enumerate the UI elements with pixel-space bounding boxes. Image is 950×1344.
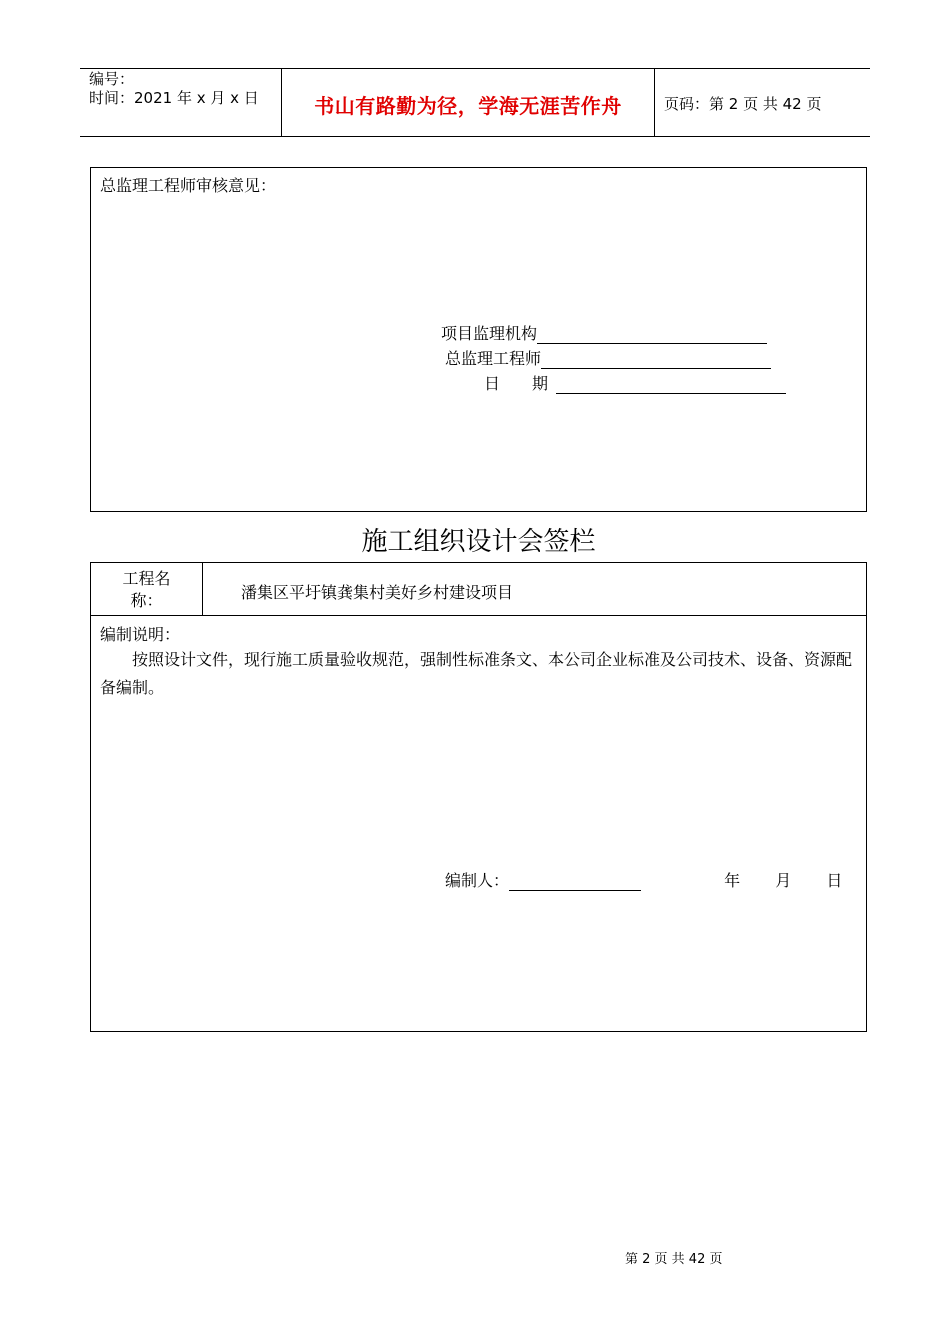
description-body: 按照设计文件，现行施工质量验收规范，强制性标准条文、本公司企业标准及公司技术、设备、资源配备编制。 — [100, 650, 853, 697]
form-title: 施工组织设计会签栏 — [361, 527, 596, 557]
day-label: 日 — [826, 871, 843, 890]
review-box — [90, 167, 867, 512]
header-motto: 书山有路勤为径，学海无涯苦作舟 — [314, 94, 622, 118]
engineer-label: 总监理工程师 — [445, 349, 542, 368]
header-page-info: 页码：第 2 页 共 42 页 — [664, 95, 822, 113]
review-title: 总监理工程师审核意见： — [100, 176, 277, 195]
description-box — [90, 615, 867, 1032]
header-top-border — [80, 68, 870, 69]
editor-row — [445, 868, 842, 891]
org-signature-line[interactable] — [537, 325, 767, 344]
header-bottom-border — [80, 136, 870, 137]
date-signature-line[interactable] — [556, 375, 786, 394]
date-label: 日 期 — [484, 374, 549, 393]
header-code-label: 编号： — [89, 70, 135, 88]
year-label: 年 — [724, 871, 741, 890]
org-label: 项目监理机构 — [441, 324, 538, 343]
editor-signature-line[interactable] — [509, 872, 641, 891]
project-row — [90, 562, 867, 616]
header-meta — [89, 70, 259, 108]
project-label: 工程名称： — [122, 569, 171, 610]
engineer-signature-line[interactable] — [541, 350, 771, 369]
description-title: 编制说明： — [100, 625, 181, 644]
signature-row-org — [441, 321, 767, 344]
signature-row-date — [484, 371, 786, 394]
header-divider-right — [654, 68, 655, 136]
signature-row-engineer — [445, 346, 771, 369]
editor-label: 编制人： — [445, 871, 510, 890]
header-time-label: 时间：2021 年 x 月 x 日 — [89, 89, 259, 107]
project-value: 潘集区平圩镇龚集村美好乡村建设项目 — [241, 583, 514, 602]
month-label: 月 — [775, 871, 792, 890]
project-divider — [202, 563, 203, 615]
footer-page-number: 第 2 页 共 42 页 — [625, 1252, 723, 1267]
